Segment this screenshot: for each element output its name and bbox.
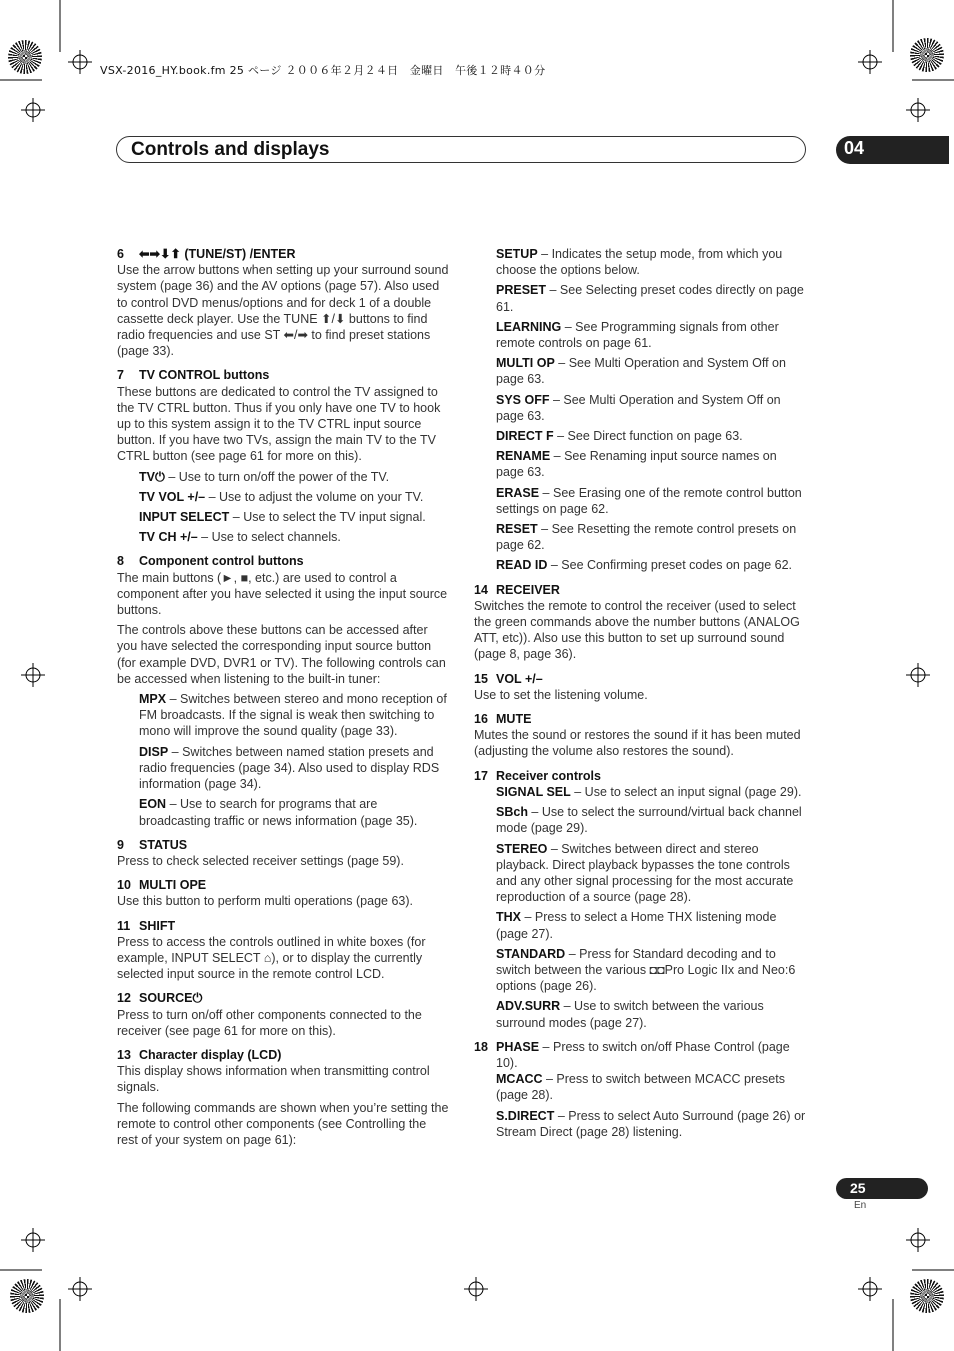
file-header: VSX-2016_HY.book.fm 25 ページ ２００６年２月２４日 金曜日 午後１２時４０分 [100, 64, 546, 77]
heading-17: 17 Receiver controls [474, 768, 601, 783]
item-input-select: INPUT SELECT – Use to select the TV input signal. [139, 510, 426, 525]
item-reset: RESET – See Resetting the remote control presets on page 62. [496, 522, 797, 553]
chapter-number: 04 [844, 138, 865, 158]
item-sdirect: S.DIRECT – Press to select Auto Surround (page 26) or Stream Direct (page 28) listening. [496, 1108, 806, 1139]
section-18 [474, 1039, 806, 1140]
item-advsurr: ADV.SURR – Use to switch between the various surround modes (page 27). [496, 999, 764, 1030]
item-mpx: MPX – Switches between stereo and mono reception of FM broadcasts. If the signal is weak then switching to mono will improve the sound quality (page 33). [139, 692, 447, 739]
heading-14: 14 RECEIVER [474, 582, 560, 597]
chapter-tab [836, 136, 949, 164]
item-multiop: MULTI OP – See Multi Operation and System Off on page 63. [496, 356, 786, 387]
item-mcacc: MCACC – Press to switch between MCACC presets (page 28). [496, 1072, 785, 1103]
paragraph-6: Use the arrow buttons when setting up your surround sound system (page 36) and the AV options (page 57). Also used to control DVD menus/options and for deck 1 of a double cassette deck player. Use the TUNE ⬆/⬇ buttons to find radio frequencies and use ST ⬅/➡ to find preset stations (page 33). [117, 263, 449, 359]
item-stereo: STEREO – Switches between direct and stereo playback. Direct playback bypasses the tone controls and any other signal processing for the most accurate reproduction of a source (page 28). [496, 841, 794, 905]
paragraph-7: These buttons are dedicated to control the TV assigned to the TV CTRL button. Thus if you only have one TV to hook up to this system assign it to the TV CTRL input source button. If you have two TVs, assign the main TV to the TV CTRL button (see page 61 for more on this). [117, 384, 441, 464]
item-sysoff: SYS OFF – See Multi Operation and System Off on page 63. [496, 392, 781, 423]
heading-15: 15 VOL +/– [474, 671, 543, 686]
paragraph-11: Press to access the controls outlined in white boxes (for example, INPUT SELECT ⌂), or to display the currently selected input source in the remote control LCD. [117, 934, 426, 982]
paragraph-13b: The following commands are shown when you’re setting the remote to control other components (see Controlling the rest of your system on page 61): [117, 1100, 449, 1147]
item-sbch: SBch – Use to select the surround/virtual back channel mode (page 29). [496, 805, 802, 836]
item-preset: PRESET – See Selecting preset codes directly on page 61. [496, 283, 804, 314]
paragraph-10: Use this button to perform multi operations (page 63). [117, 894, 413, 909]
paragraph-16: Mutes the sound or restores the sound if it has been muted (adjusting the volume also restores the sound). [474, 728, 801, 759]
right-column [474, 246, 806, 1144]
paragraph-13a: This display shows information when transmitting control signals. [117, 1064, 430, 1095]
paragraph-12: Press to turn on/off other components connected to the receiver (see page 61 for more on this). [117, 1007, 422, 1038]
section-title: Controls and displays [131, 139, 330, 160]
heading-10: 10 MULTI OPE [117, 878, 207, 893]
heading-13: 13 Character display (LCD) [117, 1047, 282, 1062]
item-learning: LEARNING – See Programming signals from other remote controls on page 61. [496, 319, 779, 351]
paragraph-8a: The main buttons (►, ■, etc.) are used to control a component after you have selected it using the input source buttons. [117, 570, 448, 618]
page-language: En [854, 1200, 867, 1211]
item-phase: PHASE – Press to switch on/off Phase Control (page 10). [496, 1039, 790, 1070]
heading-8: 8 Component control buttons [117, 554, 304, 569]
page-number-tab [836, 1178, 928, 1199]
item-readid: READ ID – See Confirming preset codes on page 62. [496, 558, 793, 573]
item-tv-vol: TV VOL +/– – Use to adjust the volume on your TV. [139, 489, 424, 504]
paragraph-8b: The controls above these buttons can be accessed after you have selected the corresponding input source button (for example DVD, DVR1 or TV). The following controls can be accessed when listening to the built-in tuner: [117, 623, 446, 686]
heading-6: 6 ⬅➡⬇⬆ (TUNE/ST) /ENTER [117, 247, 296, 261]
heading-9: 9 STATUS [117, 837, 188, 852]
item-rename: RENAME – See Renaming input source names on page 63. [496, 449, 777, 480]
item-thx: THX – Press to select a Home THX listening mode (page 27). [496, 910, 777, 941]
item-tv-ch: TV CH +/– – Use to select channels. [139, 530, 341, 545]
heading-7: 7 TV CONTROL buttons [117, 368, 270, 383]
section-title-bar [116, 136, 806, 163]
paragraph-9: Press to check selected receiver settings (page 59). [117, 853, 404, 868]
item-disp: DISP – Switches between named station presets and radio frequencies (page 34). Also used to display RDS information (page 34). [139, 744, 440, 792]
paragraph-15: Use to set the listening volume. [474, 687, 648, 702]
paragraph-14: Switches the remote to control the receiver (used to select the green commands above the number buttons (ANALOG ATT, etc)). Also use this button to set up surround sound (page 8, page 36). [474, 598, 800, 662]
item-eon: EON – Use to search for programs that are broadcasting traffic or news information (page 35). [139, 797, 418, 828]
heading-12: 12 SOURCE⏻ [117, 991, 203, 1006]
left-column [117, 246, 449, 1152]
item-signalsel: SIGNAL SEL – Use to select an input signal (page 29). [496, 784, 802, 799]
item-standard: STANDARD – Press for Standard decoding and to switch between the various ◘◘Pro Logic IIx and Neo:6 options (page 26). [496, 946, 796, 994]
item-tv-power: TV⏻ – Use to turn on/off the power of the TV. [139, 469, 390, 484]
page-number: 25 [850, 1180, 866, 1196]
heading-16: 16 MUTE [474, 712, 532, 727]
item-directf: DIRECT F – See Direct function on page 63. [496, 429, 743, 444]
heading-18-number: 18 [474, 1039, 488, 1054]
item-erase: ERASE – See Erasing one of the remote control button settings on page 62. [496, 485, 802, 516]
item-setup: SETUP – Indicates the setup mode, from which you choose the options below. [496, 247, 783, 278]
heading-11: 11 SHIFT [117, 918, 176, 933]
